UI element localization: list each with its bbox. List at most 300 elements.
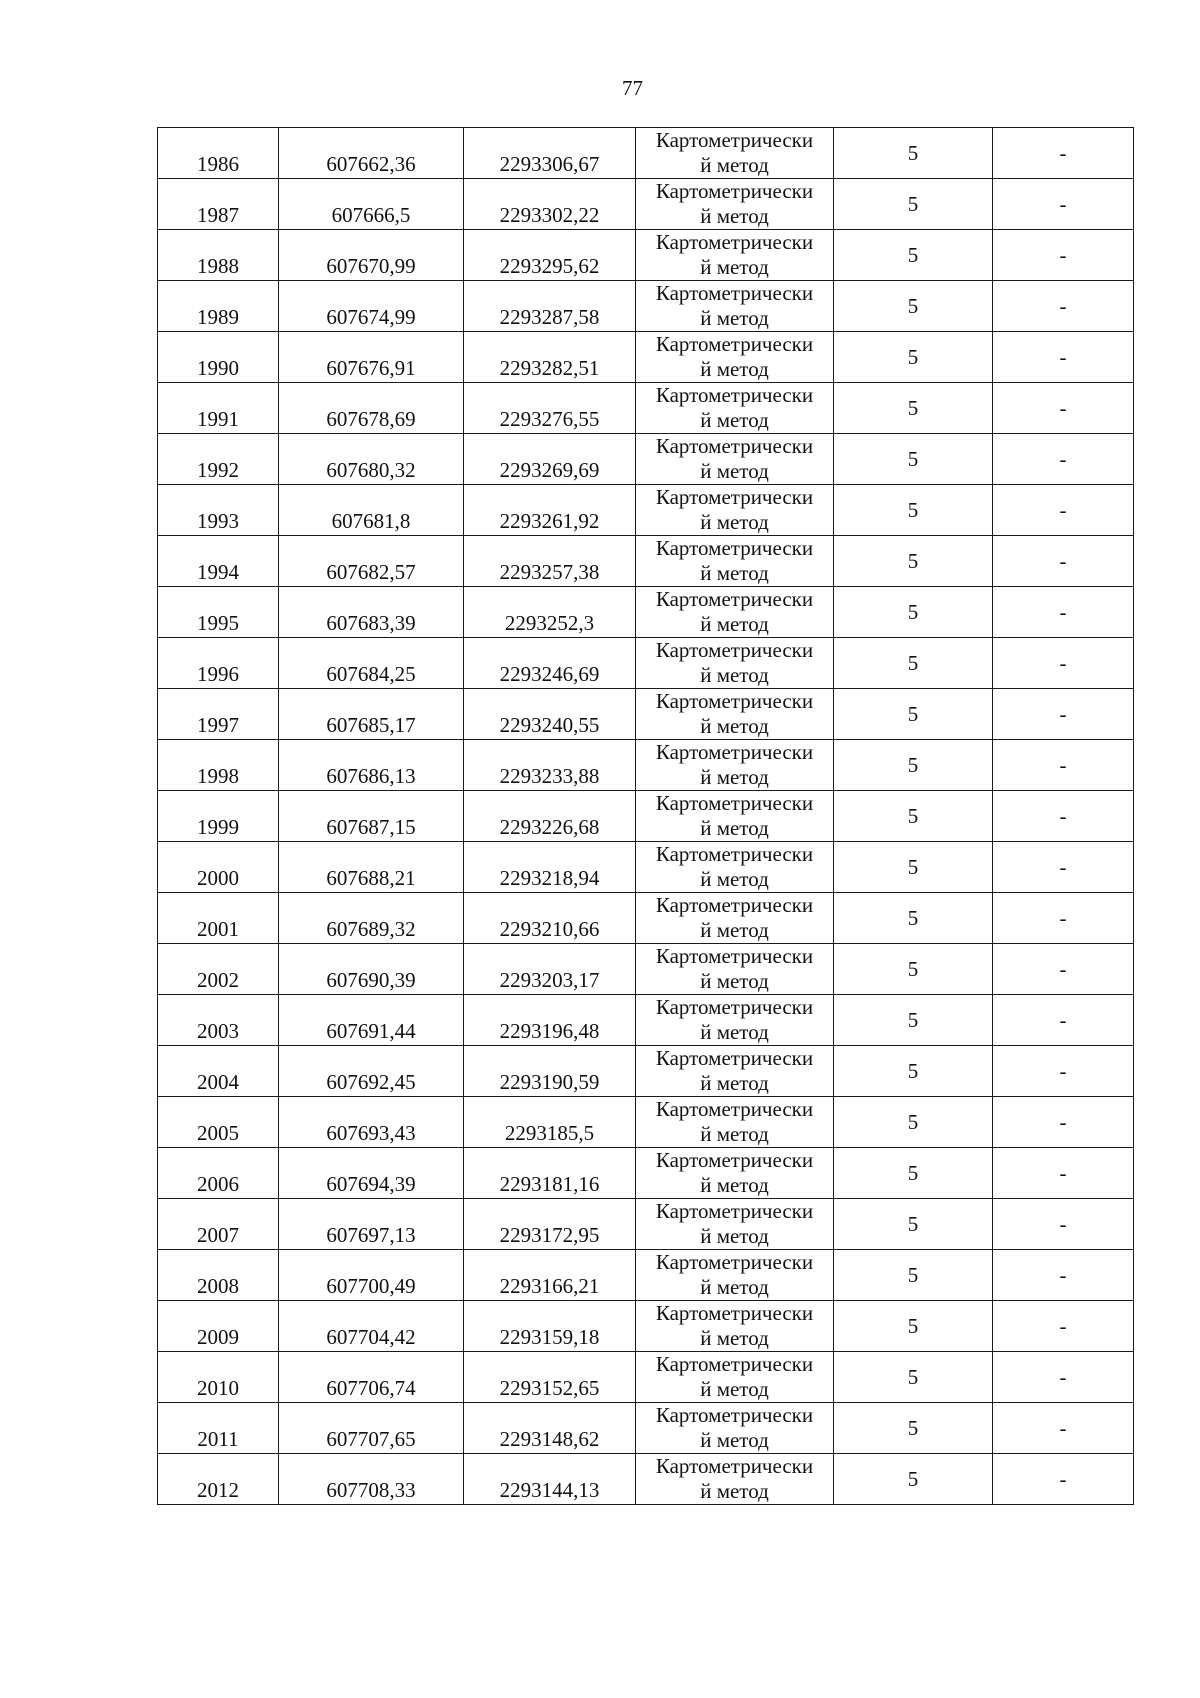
point-number-cell-text: 2010 xyxy=(197,1376,239,1400)
x-coordinate-cell xyxy=(279,1250,464,1301)
method-text-line: Картометрически xyxy=(655,383,814,407)
method-cell xyxy=(636,944,834,995)
x-coordinate-cell-text: 607706,74 xyxy=(326,1376,416,1400)
y-coordinate-cell-text: 2293190,59 xyxy=(499,1070,600,1094)
x-coordinate-cell-text: 607687,15 xyxy=(326,815,416,839)
y-coordinate-cell xyxy=(464,281,636,332)
x-coordinate-cell xyxy=(279,485,464,536)
method-cell xyxy=(636,740,834,791)
point-number-cell xyxy=(158,689,279,740)
x-coordinate-cell xyxy=(279,1403,464,1454)
point-number-cell-text: 2007 xyxy=(197,1223,239,1247)
accuracy-cell-text: 5 xyxy=(907,650,919,675)
accuracy-cell-text: 5 xyxy=(907,446,919,471)
accuracy-cell xyxy=(834,1097,993,1148)
method-text-line: й метод xyxy=(700,255,769,279)
method-cell xyxy=(636,791,834,842)
method-text-line: Картометрически xyxy=(655,179,814,203)
accuracy-cell xyxy=(834,1046,993,1097)
y-coordinate-cell-text: 2293269,69 xyxy=(499,458,600,482)
point-number-cell xyxy=(158,434,279,485)
accuracy-cell xyxy=(834,1352,993,1403)
table-row xyxy=(158,740,1134,791)
x-coordinate-cell xyxy=(279,281,464,332)
table-row xyxy=(158,638,1134,689)
y-coordinate-cell xyxy=(464,1352,636,1403)
accuracy-cell xyxy=(834,740,993,791)
method-text-line: й метод xyxy=(700,612,769,636)
point-number-cell-text: 2005 xyxy=(197,1121,239,1145)
method-cell xyxy=(636,587,834,638)
note-cell xyxy=(993,128,1134,179)
y-coordinate-cell xyxy=(464,638,636,689)
y-coordinate-cell-text: 2293196,48 xyxy=(499,1019,600,1043)
x-coordinate-cell-text: 607686,13 xyxy=(326,764,416,788)
method-cell xyxy=(636,1454,834,1505)
method-text-line: Картометрически xyxy=(655,944,814,968)
x-coordinate-cell xyxy=(279,1148,464,1199)
y-coordinate-cell xyxy=(464,332,636,383)
y-coordinate-cell xyxy=(464,1097,636,1148)
method-text-line: Картометрически xyxy=(655,791,814,815)
note-cell xyxy=(993,179,1134,230)
y-coordinate-cell xyxy=(464,1148,636,1199)
x-coordinate-cell-text: 607680,32 xyxy=(326,458,416,482)
note-cell xyxy=(993,1403,1134,1454)
table-row xyxy=(158,893,1134,944)
y-coordinate-cell-text: 2293233,88 xyxy=(499,764,600,788)
x-coordinate-cell-text: 607678,69 xyxy=(326,407,416,431)
x-coordinate-cell-text: 607674,99 xyxy=(326,305,416,329)
y-coordinate-cell-text: 2293185,5 xyxy=(504,1121,595,1145)
accuracy-cell xyxy=(834,1301,993,1352)
point-number-cell-text: 1994 xyxy=(197,560,239,584)
method-text-line: Картометрически xyxy=(655,128,814,152)
coordinates-table xyxy=(157,127,1134,1505)
method-text-line: й метод xyxy=(700,1071,769,1095)
point-number-cell xyxy=(158,128,279,179)
y-coordinate-cell-text: 2293166,21 xyxy=(499,1274,600,1298)
point-number-cell xyxy=(158,791,279,842)
y-coordinate-cell xyxy=(464,791,636,842)
accuracy-cell xyxy=(834,332,993,383)
y-coordinate-cell xyxy=(464,995,636,1046)
accuracy-cell xyxy=(834,1403,993,1454)
method-text-line: Картометрически xyxy=(655,740,814,764)
y-coordinate-cell-text: 2293276,55 xyxy=(499,407,600,431)
accuracy-cell-text: 5 xyxy=(907,1364,919,1389)
note-cell xyxy=(993,1148,1134,1199)
y-coordinate-cell-text: 2293203,17 xyxy=(499,968,600,992)
point-number-cell xyxy=(158,1097,279,1148)
x-coordinate-cell-text: 607689,32 xyxy=(326,917,416,941)
accuracy-cell-text: 5 xyxy=(907,140,919,165)
method-cell xyxy=(636,383,834,434)
table-row xyxy=(158,944,1134,995)
point-number-cell-text: 1999 xyxy=(197,815,239,839)
accuracy-cell xyxy=(834,689,993,740)
method-cell xyxy=(636,485,834,536)
point-number-cell xyxy=(158,740,279,791)
y-coordinate-cell xyxy=(464,1199,636,1250)
note-cell-text: - xyxy=(1059,242,1067,267)
note-cell-text: - xyxy=(1059,293,1067,318)
y-coordinate-cell-text: 2293144,13 xyxy=(499,1478,600,1502)
table-row xyxy=(158,434,1134,485)
point-number-cell xyxy=(158,893,279,944)
method-text-line: й метод xyxy=(700,153,769,177)
accuracy-cell xyxy=(834,128,993,179)
note-cell xyxy=(993,332,1134,383)
accuracy-cell-text: 5 xyxy=(907,293,919,318)
note-cell xyxy=(993,1199,1134,1250)
note-cell-text: - xyxy=(1059,956,1067,981)
method-text-line: й метод xyxy=(700,1326,769,1350)
note-cell-text: - xyxy=(1059,1415,1067,1440)
y-coordinate-cell xyxy=(464,383,636,434)
point-number-cell-text: 1998 xyxy=(197,764,239,788)
note-cell xyxy=(993,638,1134,689)
x-coordinate-cell-text: 607666,5 xyxy=(331,203,411,227)
x-coordinate-cell-text: 607690,39 xyxy=(326,968,416,992)
point-number-cell xyxy=(158,1301,279,1352)
y-coordinate-cell xyxy=(464,740,636,791)
table-row xyxy=(158,485,1134,536)
method-cell xyxy=(636,230,834,281)
accuracy-cell xyxy=(834,587,993,638)
accuracy-cell xyxy=(834,434,993,485)
table-row xyxy=(158,842,1134,893)
y-coordinate-cell xyxy=(464,944,636,995)
method-text-line: Картометрически xyxy=(655,638,814,662)
point-number-cell-text: 1990 xyxy=(197,356,239,380)
x-coordinate-cell xyxy=(279,893,464,944)
x-coordinate-cell-text: 607681,8 xyxy=(331,509,411,533)
method-cell xyxy=(636,1250,834,1301)
point-number-cell xyxy=(158,1199,279,1250)
accuracy-cell-text: 5 xyxy=(907,1007,919,1032)
method-text-line: й метод xyxy=(700,1479,769,1503)
method-text-line: Картометрически xyxy=(655,332,814,356)
note-cell-text: - xyxy=(1059,1313,1067,1338)
note-cell xyxy=(993,1097,1134,1148)
table-row xyxy=(158,128,1134,179)
method-text-line: й метод xyxy=(700,765,769,789)
point-number-cell-text: 1986 xyxy=(197,152,239,176)
note-cell xyxy=(993,1046,1134,1097)
table-row xyxy=(158,587,1134,638)
y-coordinate-cell xyxy=(464,485,636,536)
point-number-cell xyxy=(158,995,279,1046)
method-text-line: Картометрически xyxy=(655,1250,814,1274)
x-coordinate-cell xyxy=(279,842,464,893)
note-cell xyxy=(993,434,1134,485)
table-row xyxy=(158,1097,1134,1148)
point-number-cell xyxy=(158,230,279,281)
note-cell-text: - xyxy=(1059,140,1067,165)
y-coordinate-cell-text: 2293218,94 xyxy=(499,866,600,890)
method-text-line: й метод xyxy=(700,1173,769,1197)
point-number-cell xyxy=(158,1403,279,1454)
table-row xyxy=(158,179,1134,230)
x-coordinate-cell-text: 607662,36 xyxy=(326,152,416,176)
table-row xyxy=(158,1199,1134,1250)
x-coordinate-cell xyxy=(279,434,464,485)
x-coordinate-cell-text: 607704,42 xyxy=(326,1325,416,1349)
note-cell-text: - xyxy=(1059,446,1067,471)
accuracy-cell-text: 5 xyxy=(907,395,919,420)
accuracy-cell xyxy=(834,1199,993,1250)
y-coordinate-cell xyxy=(464,434,636,485)
accuracy-cell xyxy=(834,893,993,944)
method-text-line: й метод xyxy=(700,918,769,942)
method-text-line: Картометрически xyxy=(655,281,814,305)
x-coordinate-cell-text: 607688,21 xyxy=(326,866,416,890)
x-coordinate-cell-text: 607682,57 xyxy=(326,560,416,584)
accuracy-cell-text: 5 xyxy=(907,752,919,777)
method-text-line: й метод xyxy=(700,1377,769,1401)
x-coordinate-cell xyxy=(279,1199,464,1250)
y-coordinate-cell-text: 2293302,22 xyxy=(499,203,600,227)
x-coordinate-cell-text: 607697,13 xyxy=(326,1223,416,1247)
method-text-line: й метод xyxy=(700,816,769,840)
y-coordinate-cell-text: 2293287,58 xyxy=(499,305,600,329)
method-cell xyxy=(636,1301,834,1352)
x-coordinate-cell-text: 607691,44 xyxy=(326,1019,416,1043)
accuracy-cell-text: 5 xyxy=(907,1466,919,1491)
accuracy-cell xyxy=(834,1454,993,1505)
accuracy-cell-text: 5 xyxy=(907,1160,919,1185)
point-number-cell-text: 2003 xyxy=(197,1019,239,1043)
accuracy-cell xyxy=(834,842,993,893)
x-coordinate-cell xyxy=(279,383,464,434)
y-coordinate-cell-text: 2293226,68 xyxy=(499,815,600,839)
method-text-line: й метод xyxy=(700,867,769,891)
accuracy-cell xyxy=(834,1250,993,1301)
point-number-cell xyxy=(158,332,279,383)
point-number-cell xyxy=(158,1148,279,1199)
y-coordinate-cell-text: 2293181,16 xyxy=(499,1172,600,1196)
method-cell xyxy=(636,1199,834,1250)
point-number-cell xyxy=(158,485,279,536)
point-number-cell xyxy=(158,638,279,689)
accuracy-cell-text: 5 xyxy=(907,1211,919,1236)
method-text-line: Картометрически xyxy=(655,1097,814,1121)
note-cell xyxy=(993,1301,1134,1352)
note-cell-text: - xyxy=(1059,1109,1067,1134)
method-text-line: й метод xyxy=(700,306,769,330)
method-text-line: й метод xyxy=(700,204,769,228)
x-coordinate-cell xyxy=(279,536,464,587)
page-number: 77 xyxy=(622,76,643,100)
method-text-line: й метод xyxy=(700,408,769,432)
note-cell-text: - xyxy=(1059,497,1067,522)
note-cell-text: - xyxy=(1059,752,1067,777)
note-cell-text: - xyxy=(1059,1058,1067,1083)
note-cell-text: - xyxy=(1059,905,1067,930)
method-cell xyxy=(636,332,834,383)
note-cell-text: - xyxy=(1059,803,1067,828)
table-row xyxy=(158,230,1134,281)
point-number-cell xyxy=(158,536,279,587)
x-coordinate-cell-text: 607692,45 xyxy=(326,1070,416,1094)
accuracy-cell-text: 5 xyxy=(907,701,919,726)
y-coordinate-cell-text: 2293172,95 xyxy=(499,1223,600,1247)
x-coordinate-cell-text: 607676,91 xyxy=(326,356,416,380)
point-number-cell xyxy=(158,179,279,230)
note-cell-text: - xyxy=(1059,1364,1067,1389)
note-cell xyxy=(993,1352,1134,1403)
method-text-line: Картометрически xyxy=(655,434,814,458)
method-text-line: й метод xyxy=(700,1224,769,1248)
method-cell xyxy=(636,842,834,893)
note-cell-text: - xyxy=(1059,1211,1067,1236)
accuracy-cell-text: 5 xyxy=(907,497,919,522)
accuracy-cell-text: 5 xyxy=(907,1109,919,1134)
table-row xyxy=(158,536,1134,587)
note-cell-text: - xyxy=(1059,1466,1067,1491)
y-coordinate-cell xyxy=(464,1301,636,1352)
y-coordinate-cell-text: 2293246,69 xyxy=(499,662,600,686)
note-cell xyxy=(993,842,1134,893)
point-number-cell xyxy=(158,1046,279,1097)
y-coordinate-cell-text: 2293159,18 xyxy=(499,1325,600,1349)
y-coordinate-cell xyxy=(464,230,636,281)
x-coordinate-cell xyxy=(279,995,464,1046)
method-cell xyxy=(636,893,834,944)
accuracy-cell xyxy=(834,230,993,281)
point-number-cell-text: 2006 xyxy=(197,1172,239,1196)
method-text-line: й метод xyxy=(700,969,769,993)
method-text-line: й метод xyxy=(700,1020,769,1044)
y-coordinate-cell-text: 2293152,65 xyxy=(499,1376,600,1400)
accuracy-cell xyxy=(834,281,993,332)
y-coordinate-cell xyxy=(464,893,636,944)
method-cell xyxy=(636,1403,834,1454)
note-cell xyxy=(993,281,1134,332)
point-number-cell xyxy=(158,587,279,638)
y-coordinate-cell xyxy=(464,128,636,179)
table-row xyxy=(158,332,1134,383)
accuracy-cell xyxy=(834,995,993,1046)
method-text-line: Картометрически xyxy=(655,1148,814,1172)
note-cell xyxy=(993,995,1134,1046)
method-cell xyxy=(636,179,834,230)
method-text-line: Картометрически xyxy=(655,485,814,509)
point-number-cell-text: 1992 xyxy=(197,458,239,482)
note-cell xyxy=(993,740,1134,791)
note-cell-text: - xyxy=(1059,395,1067,420)
x-coordinate-cell-text: 607693,43 xyxy=(326,1121,416,1145)
method-text-line: Картометрически xyxy=(655,842,814,866)
accuracy-cell xyxy=(834,1148,993,1199)
method-text-line: Картометрически xyxy=(655,536,814,560)
table-row xyxy=(158,995,1134,1046)
note-cell-text: - xyxy=(1059,1007,1067,1032)
point-number-cell-text: 2012 xyxy=(197,1478,239,1502)
note-cell xyxy=(993,230,1134,281)
note-cell-text: - xyxy=(1059,650,1067,675)
table-row xyxy=(158,281,1134,332)
accuracy-cell-text: 5 xyxy=(907,1415,919,1440)
accuracy-cell-text: 5 xyxy=(907,854,919,879)
note-cell xyxy=(993,791,1134,842)
method-text-line: й метод xyxy=(700,1428,769,1452)
method-cell xyxy=(636,995,834,1046)
accuracy-cell xyxy=(834,638,993,689)
point-number-cell-text: 2001 xyxy=(197,917,239,941)
method-text-line: Картометрически xyxy=(655,1046,814,1070)
point-number-cell xyxy=(158,1250,279,1301)
method-text-line: й метод xyxy=(700,714,769,738)
note-cell xyxy=(993,689,1134,740)
method-cell xyxy=(636,638,834,689)
x-coordinate-cell xyxy=(279,332,464,383)
note-cell-text: - xyxy=(1059,344,1067,369)
x-coordinate-cell xyxy=(279,587,464,638)
x-coordinate-cell-text: 607684,25 xyxy=(326,662,416,686)
method-cell xyxy=(636,536,834,587)
table-row xyxy=(158,1046,1134,1097)
accuracy-cell-text: 5 xyxy=(907,242,919,267)
method-cell xyxy=(636,689,834,740)
accuracy-cell xyxy=(834,383,993,434)
table-row xyxy=(158,383,1134,434)
y-coordinate-cell-text: 2293261,92 xyxy=(499,509,600,533)
y-coordinate-cell xyxy=(464,1250,636,1301)
x-coordinate-cell xyxy=(279,944,464,995)
y-coordinate-cell-text: 2293148,62 xyxy=(499,1427,600,1451)
x-coordinate-cell-text: 607700,49 xyxy=(326,1274,416,1298)
x-coordinate-cell xyxy=(279,638,464,689)
note-cell-text: - xyxy=(1059,701,1067,726)
note-cell-text: - xyxy=(1059,1160,1067,1185)
point-number-cell-text: 2004 xyxy=(197,1070,239,1094)
note-cell-text: - xyxy=(1059,854,1067,879)
accuracy-cell xyxy=(834,536,993,587)
note-cell-text: - xyxy=(1059,599,1067,624)
point-number-cell-text: 1991 xyxy=(197,407,239,431)
y-coordinate-cell xyxy=(464,587,636,638)
method-cell xyxy=(636,434,834,485)
y-coordinate-cell-text: 2293252,3 xyxy=(504,611,595,635)
point-number-cell-text: 1996 xyxy=(197,662,239,686)
note-cell xyxy=(993,893,1134,944)
point-number-cell-text: 1997 xyxy=(197,713,239,737)
accuracy-cell xyxy=(834,791,993,842)
accuracy-cell-text: 5 xyxy=(907,1058,919,1083)
method-text-line: Картометрически xyxy=(655,1301,814,1325)
accuracy-cell xyxy=(834,179,993,230)
point-number-cell xyxy=(158,944,279,995)
point-number-cell-text: 1987 xyxy=(197,203,239,227)
note-cell xyxy=(993,485,1134,536)
method-cell xyxy=(636,1097,834,1148)
method-text-line: й метод xyxy=(700,459,769,483)
x-coordinate-cell-text: 607707,65 xyxy=(326,1427,416,1451)
x-coordinate-cell xyxy=(279,1097,464,1148)
note-cell xyxy=(993,587,1134,638)
note-cell xyxy=(993,944,1134,995)
x-coordinate-cell xyxy=(279,1301,464,1352)
point-number-cell xyxy=(158,281,279,332)
accuracy-cell-text: 5 xyxy=(907,344,919,369)
x-coordinate-cell-text: 607708,33 xyxy=(326,1478,416,1502)
accuracy-cell xyxy=(834,485,993,536)
method-text-line: Картометрически xyxy=(655,995,814,1019)
point-number-cell-text: 1993 xyxy=(197,509,239,533)
y-coordinate-cell xyxy=(464,536,636,587)
